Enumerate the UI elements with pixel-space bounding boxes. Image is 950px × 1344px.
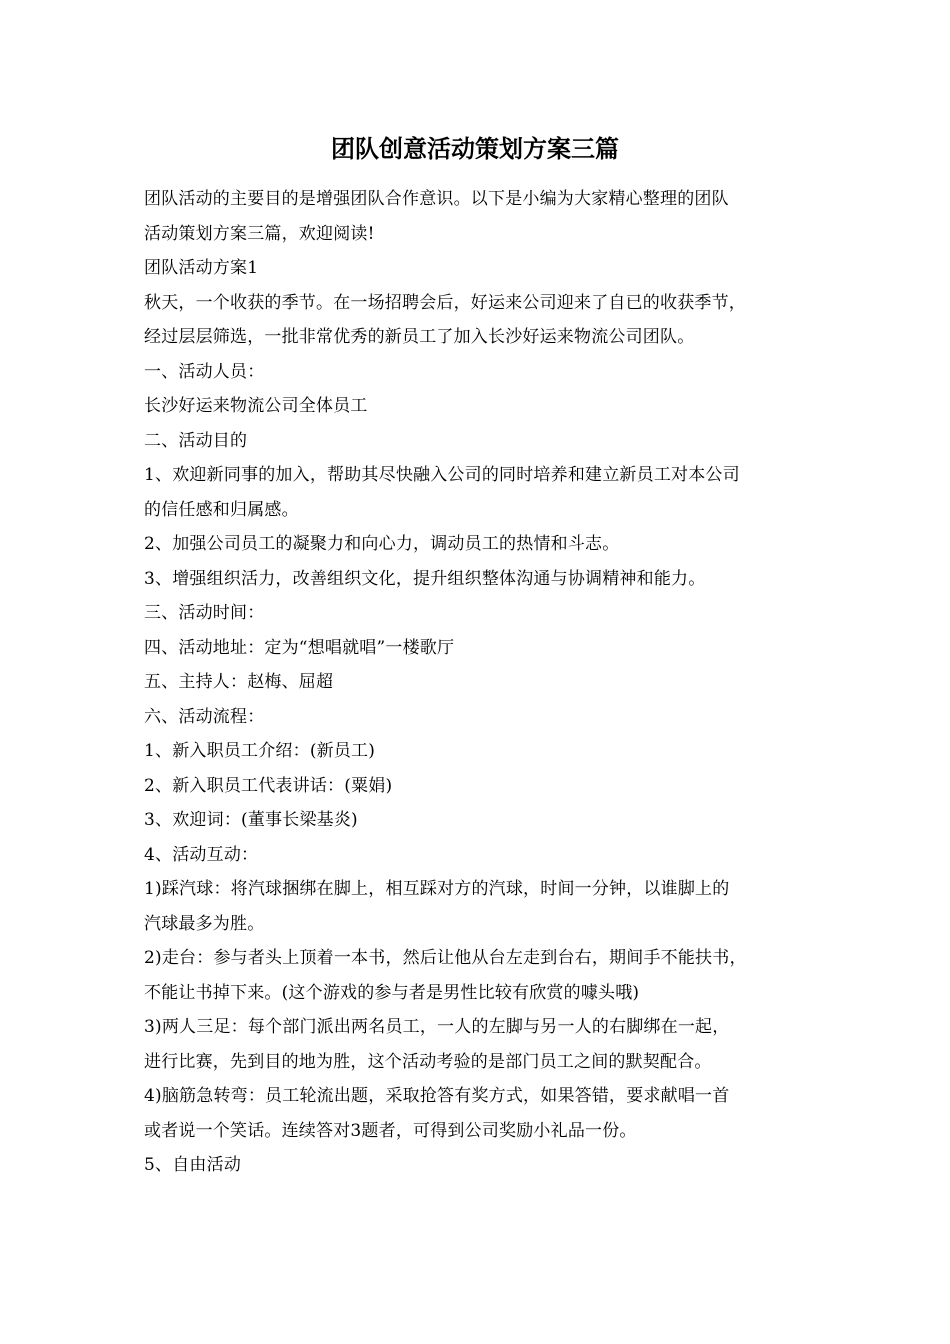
paragraph-line: 5、自由活动 — [144, 1155, 242, 1175]
paragraph-line: 不能让书掉下来。(这个游戏的参与者是男性比较有欣赏的噱头哦) — [144, 982, 640, 1003]
paragraph — [144, 596, 814, 631]
paragraph — [144, 251, 814, 286]
paragraph-line: 3)两人三足：每个部门派出两名员工，一人的左脚与另一人的右脚绑在一起， — [144, 1017, 730, 1037]
paragraph-line: 或者说一个笑话。连续答对3题者，可得到公司奖励小礼品一份。 — [144, 1120, 637, 1141]
paragraph-line: 2、新入职员工代表讲话：(粟娟) — [144, 775, 393, 796]
paragraph-line: 1)踩汽球：将汽球捆绑在脚上，相互踩对方的汽球，时间一分钟，以谁脚上的 — [144, 879, 730, 899]
paragraph-line: 3、增强组织活力，改善组织文化，提升组织整体沟通与协调精神和能力。 — [144, 568, 706, 589]
paragraph-line: 一、活动人员： — [144, 361, 265, 382]
paragraph-line: 活动策划方案三篇，欢迎阅读! — [144, 223, 375, 244]
paragraph — [144, 182, 814, 251]
paragraph-line: 六、活动流程： — [144, 706, 265, 727]
paragraph-line: 经过层层筛选，一批非常优秀的新员工了加入长沙好运来物流公司团队。 — [144, 327, 695, 347]
paragraph — [144, 1148, 814, 1183]
paragraph-line: 汽球最多为胜。 — [144, 913, 265, 934]
paragraph-line: 五、主持人：赵梅、屈超 — [144, 672, 334, 692]
paragraph — [144, 355, 814, 390]
paragraph — [144, 631, 814, 666]
paragraph-line: 二、活动目的 — [144, 430, 248, 451]
paragraph — [144, 734, 814, 769]
document-body — [144, 182, 814, 1183]
paragraph — [144, 838, 814, 873]
paragraph-line: 进行比赛，先到目的地为胜，这个活动考验的是部门员工之间的默契配合。 — [144, 1051, 712, 1072]
paragraph-line: 2、加强公司员工的凝聚力和向心力，调动员工的热情和斗志。 — [144, 534, 620, 554]
paragraph-line: 4、活动互动： — [144, 844, 259, 865]
paragraph-line: 1、欢迎新同事的加入，帮助其尽快融入公司的同时培养和建立新员工对本公司 — [144, 465, 740, 485]
paragraph — [144, 941, 814, 1010]
paragraph — [144, 1010, 814, 1079]
paragraph — [144, 389, 814, 424]
paragraph-line: 团队活动方案1 — [144, 258, 259, 278]
document-title: 团队创意活动策划方案三篇 — [331, 134, 619, 163]
paragraph-line: 团队活动的主要目的是增强团队合作意识。以下是小编为大家精心整理的团队 — [144, 189, 729, 209]
paragraph-line: 三、活动时间： — [144, 603, 265, 623]
paragraph — [144, 872, 814, 941]
paragraph — [144, 700, 814, 735]
paragraph — [144, 665, 814, 700]
paragraph — [144, 1079, 814, 1148]
paragraph — [144, 286, 814, 355]
paragraph — [144, 769, 814, 804]
paragraph — [144, 424, 814, 459]
paragraph-line: 4)脑筋急转弯：员工轮流出题，采取抢答有奖方式，如果答错，要求献唱一首 — [144, 1086, 730, 1106]
paragraph-line: 秋天，一个收获的季节。在一场招聘会后，好运来公司迎来了自已的收获季节， — [144, 292, 746, 313]
paragraph — [144, 803, 814, 838]
paragraph — [144, 458, 814, 527]
paragraph — [144, 527, 814, 562]
paragraph-line: 1、新入职员工介绍：(新员工) — [144, 741, 376, 761]
paragraph-line: 长沙好运来物流公司全体员工 — [144, 396, 368, 416]
paragraph-line: 2)走台：参与者头上顶着一本书，然后让他从台左走到台右，期间手不能扶书， — [144, 948, 747, 968]
paragraph — [144, 562, 814, 597]
paragraph-line: 的信任感和归属感。 — [144, 499, 299, 520]
paragraph-line: 四、活动地址：定为“想唱就唱”一楼歌厅 — [144, 637, 455, 658]
paragraph-line: 3、欢迎词：(董事长梁基炎) — [144, 810, 358, 830]
